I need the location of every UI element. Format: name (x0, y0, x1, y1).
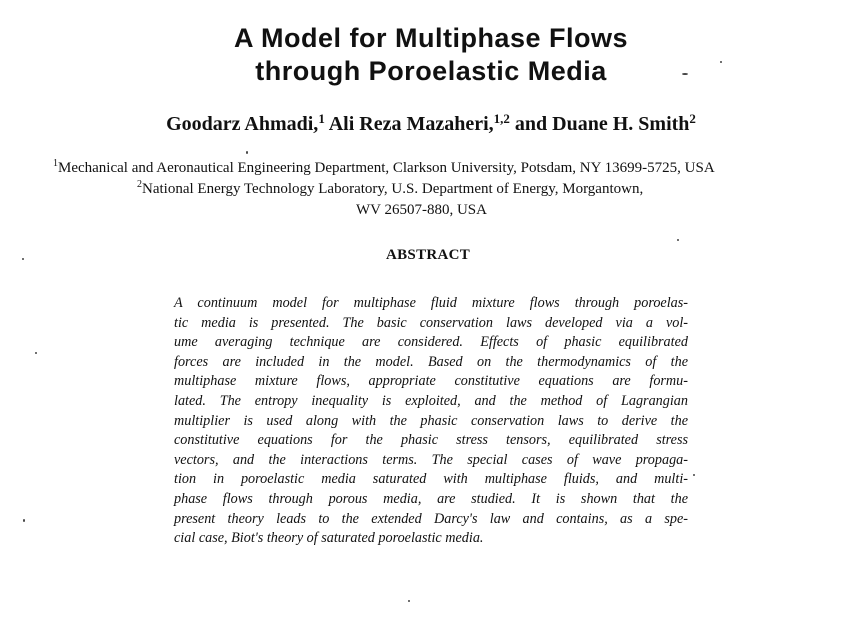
abstract-line: multiplier is used along with the phasic conservation laws to derive the (174, 412, 688, 429)
scan-speck (23, 519, 25, 522)
scan-speck (677, 239, 679, 241)
author-name: Goodarz Ahmadi, (166, 113, 319, 135)
scan-speck (35, 352, 37, 354)
affiliation-2 (137, 179, 643, 199)
abstract-body (174, 294, 688, 549)
abstract-line: constitutive equations for the phasic stress tensors, equilibrated stress (174, 432, 688, 449)
abstract-heading: ABSTRACT (386, 247, 471, 263)
abstract-line: ume averaging technique are considered. Effects of phasic equilibrated (174, 334, 688, 351)
affiliation-text: Mechanical and Aeronautical Engineering Department, Clarkson University, Potsdam, NY 13699-5725, USA (58, 160, 715, 176)
affiliation-text: National Energy Technology Laboratory, U.S. Department of Energy, Morgantown, (142, 181, 644, 197)
author-affiliation-mark: 1,2 (493, 111, 510, 126)
paper-title-line-2: through Poroelastic Media (255, 56, 607, 86)
author-affiliation-mark: 2 (689, 111, 696, 126)
affiliation-mark: 2 (137, 179, 142, 190)
abstract-line: present theory leads to the extended Darcy's law and contains, as a spe- (174, 510, 688, 527)
abstract-line: lated. The entropy inequality is exploited, and the method of Lagrangian (174, 392, 688, 409)
abstract-line: cial case, Biot's theory of saturated poroelastic media. (174, 530, 484, 547)
author-affiliation-mark: 1 (318, 111, 325, 126)
affiliation-mark: 1 (53, 158, 58, 169)
abstract-line: A continuum model for multiphase fluid mixture flows through poroelas- (174, 295, 688, 311)
affiliation-2-continued (356, 200, 487, 220)
scan-speck (246, 151, 248, 154)
abstract-line: tic media is presented. The basic conservation laws developed via a vol- (174, 314, 688, 331)
paper-title-line-1: A Model for Multiphase Flows (233, 23, 628, 53)
author-name: and Duane H. Smith (514, 113, 690, 135)
abstract-line: tion in poroelastic media saturated with multiphase fluids, and multi- (174, 471, 688, 488)
abstract-line: vectors, and the interactions terms. The special cases of wave propaga- (174, 451, 688, 468)
abstract-line: forces are included in the model. Based on the thermodynamics of the (174, 353, 688, 370)
abstract-line: phase flows through porous media, are studied. It is shown that the (174, 490, 688, 507)
scan-speck (22, 258, 24, 260)
abstract-line: multiphase mixture flows, appropriate constitutive equations are formu- (174, 373, 688, 390)
affiliation-text: WV 26507-880, USA (356, 202, 487, 218)
scan-speck (408, 600, 410, 602)
affiliation-1 (53, 158, 715, 178)
scan-speck (682, 73, 688, 75)
author-list (0, 111, 862, 137)
author-name: Ali Reza Mazaheri, (328, 113, 494, 135)
scan-speck (693, 474, 695, 476)
scan-speck (720, 61, 722, 63)
